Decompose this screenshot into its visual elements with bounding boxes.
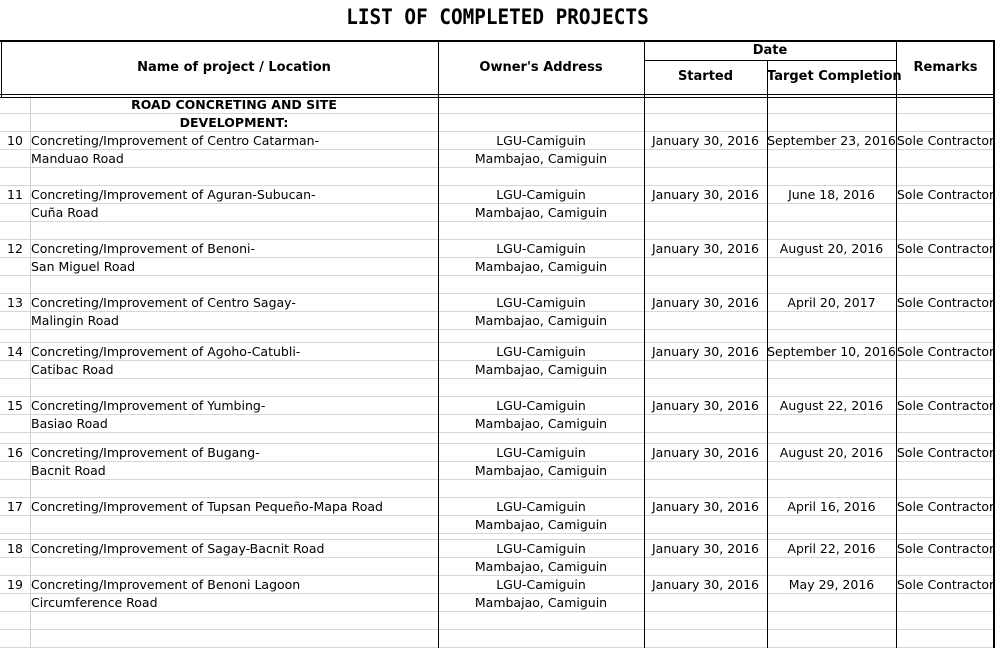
owner-address-line1: LGU-Camiguin [496,133,586,148]
sheet-gridline [0,149,995,150]
header-date: Date [752,43,788,58]
owner-address-line1: LGU-Camiguin [496,541,586,556]
sheet-gridline [0,414,995,415]
header-started: Started [677,69,734,84]
sheet-gridline [0,461,995,462]
header-target: Target Completion [767,69,902,84]
sheet-gridline [0,311,995,312]
owner-address-line2: Mambajao, Camiguin [474,362,608,377]
target-completion: September 10, 2016 [767,344,896,359]
remarks: Sole Contractor [896,398,995,413]
owner-address-line1: LGU-Camiguin [496,577,586,592]
project-name-line1: Concreting/Improvement of Aguran-Subucan- [31,187,316,202]
section-title-line1: ROAD CONCRETING AND SITE [131,97,337,112]
project-name-line2: Malingin Road [31,313,119,328]
remarks: Sole Contractor [896,577,995,592]
owner-address-line2: Mambajao, Camiguin [474,151,608,166]
header-remarks: Remarks [913,60,978,75]
section-title-line2: DEVELOPMENT: [179,115,289,130]
date-started: January 30, 2016 [651,398,760,413]
project-name-line1: Concreting/Improvement of Agoho-Catubli- [31,344,301,359]
column-border [644,40,645,648]
project-name-line1: Concreting/Improvement of Centro Catarman- [31,133,320,148]
date-started: January 30, 2016 [651,133,760,148]
project-name-line2: Catibac Road [31,362,114,377]
column-border [1,40,2,97]
date-started: January 30, 2016 [651,541,760,556]
sheet-gridline [0,203,995,204]
sheet-gridline [0,329,995,330]
header-bottom-border [0,94,995,95]
remarks: Sole Contractor [896,499,995,514]
sheet-gridline [0,497,995,498]
owner-address-line1: LGU-Camiguin [496,241,586,256]
project-name-line1: Concreting/Improvement of Benoni Lagoon [31,577,301,592]
header-address: Owner's Address [479,60,603,75]
sheet-gridline [0,432,995,433]
project-name-line2: Manduao Road [31,151,124,166]
project-name-line1: Concreting/Improvement of Bugang- [31,445,260,460]
project-name-line1: Concreting/Improvement of Centro Sagay- [31,295,296,310]
owner-address-line1: LGU-Camiguin [496,187,586,202]
target-completion: August 20, 2016 [779,445,884,460]
header-name: Name of project / Location [137,60,331,75]
date-started: January 30, 2016 [651,445,760,460]
sheet-gridline [0,113,995,114]
row-number: 18 [7,541,23,556]
sheet-gridline [0,611,995,612]
column-border [438,40,439,648]
owner-address-line1: LGU-Camiguin [496,344,586,359]
remarks: Sole Contractor [896,541,995,556]
sheet-gridline [0,167,995,168]
project-name-line1: Concreting/Improvement of Tupsan Pequeño-Mapa Road [31,499,383,514]
date-started: January 30, 2016 [651,344,760,359]
target-completion: April 22, 2016 [787,541,876,556]
sheet-gridline [0,378,995,379]
page-title: LIST OF COMPLETED PROJECTS [346,5,649,29]
remarks: Sole Contractor [896,445,995,460]
owner-address-line1: LGU-Camiguin [496,398,586,413]
date-started: January 30, 2016 [651,241,760,256]
owner-address-line2: Mambajao, Camiguin [474,517,608,532]
remarks: Sole Contractor [896,133,995,148]
header-bottom-border-double [0,97,995,98]
sheet-gridline [0,275,995,276]
project-name-line2: Bacnit Road [31,463,106,478]
sheet-gridline [0,515,995,516]
date-started: January 30, 2016 [651,295,760,310]
project-name-line1: Concreting/Improvement of Yumbing- [31,398,266,413]
row-number: 13 [7,295,23,310]
row-number: 16 [7,445,23,460]
project-name-line2: Circumference Road [31,595,158,610]
sheet-gridline [0,396,995,397]
sheet-gridline [0,479,995,480]
date-divider [644,60,896,61]
project-name-line1: Concreting/Improvement of Sagay-Bacnit Road [31,541,325,556]
project-name-line2: Cuña Road [31,205,99,220]
owner-address-line2: Mambajao, Camiguin [474,259,608,274]
target-completion: August 20, 2016 [779,241,884,256]
target-completion: April 20, 2017 [787,295,876,310]
remarks: Sole Contractor [896,187,995,202]
owner-address-line1: LGU-Camiguin [496,295,586,310]
sheet-gridline [0,221,995,222]
target-completion: April 16, 2016 [787,499,876,514]
row-number: 12 [7,241,23,256]
owner-address-line1: LGU-Camiguin [496,499,586,514]
sheet-gridline [0,131,995,132]
project-name-line2: Basiao Road [31,416,108,431]
remarks: Sole Contractor [896,295,995,310]
column-border [767,60,768,648]
date-started: January 30, 2016 [651,187,760,202]
owner-address-line1: LGU-Camiguin [496,445,586,460]
row-number: 10 [7,133,23,148]
date-started: January 30, 2016 [651,577,760,592]
row-number: 15 [7,398,23,413]
sheet-gridline [0,360,995,361]
header-top-border [0,40,995,42]
sheet-gridline [30,96,31,648]
sheet-gridline [0,342,995,343]
sheet-gridline [0,539,995,540]
sheet-gridline [0,293,995,294]
sheet-gridline [0,185,995,186]
owner-address-line2: Mambajao, Camiguin [474,313,608,328]
sheet-gridline [0,239,995,240]
owner-address-line2: Mambajao, Camiguin [474,416,608,431]
remarks: Sole Contractor [896,241,995,256]
project-name-line1: Concreting/Improvement of Benoni- [31,241,255,256]
owner-address-line2: Mambajao, Camiguin [474,463,608,478]
sheet-gridline [0,533,995,534]
target-completion: May 29, 2016 [788,577,875,592]
sheet-gridline [0,629,995,630]
owner-address-line2: Mambajao, Camiguin [474,205,608,220]
sheet-gridline [0,557,995,558]
target-completion: June 18, 2016 [788,187,875,202]
sheet-gridline [0,257,995,258]
project-name-line2: San Miguel Road [31,259,136,274]
row-number: 11 [7,187,23,202]
owner-address-line2: Mambajao, Camiguin [474,595,608,610]
row-number: 17 [7,499,23,514]
sheet-gridline [0,575,995,576]
sheet-gridline [0,593,995,594]
date-started: January 30, 2016 [651,499,760,514]
target-completion: August 22, 2016 [779,398,884,413]
sheet-gridline [0,443,995,444]
row-number: 14 [7,344,23,359]
column-border [896,40,897,648]
remarks: Sole Contractor [896,344,995,359]
target-completion: September 23, 2016 [767,133,896,148]
row-number: 19 [7,577,23,592]
owner-address-line2: Mambajao, Camiguin [474,559,608,574]
